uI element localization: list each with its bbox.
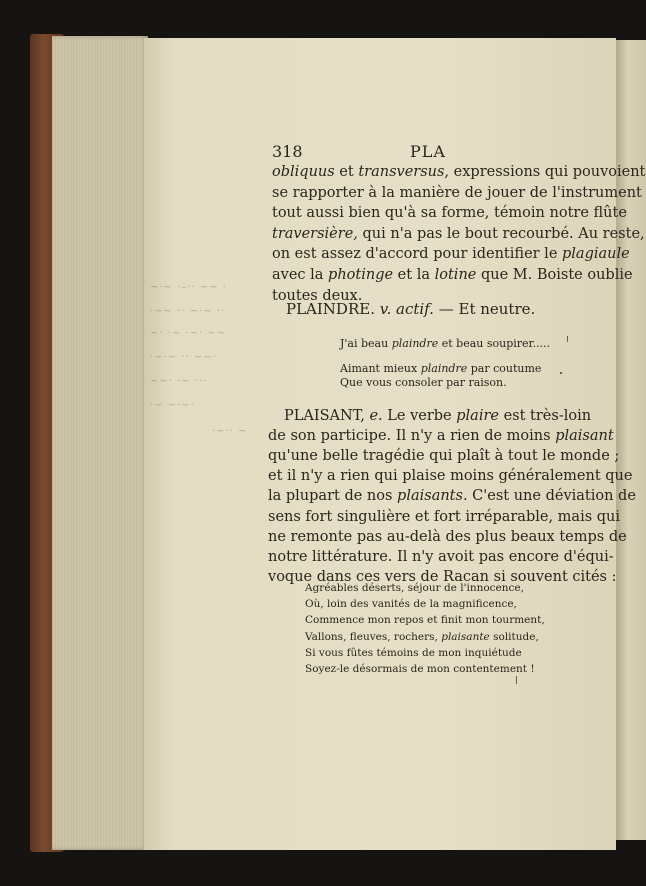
text-run: Où, loin des vanités de la magnificence, [305,598,517,611]
text-line [272,226,645,242]
verse-line [305,663,535,675]
show-through-marks: ·~·~ ·· ~~· [150,352,217,363]
running-head [272,142,446,161]
show-through-marks: ~·~ ·–·· ~~ · [150,282,227,293]
entry-heading-plaindre [286,300,535,318]
margin-mark [560,372,562,374]
verse-line [305,631,539,643]
show-through-marks: ·~·· ~ [212,426,248,437]
verse-line [340,376,507,389]
verse-line [305,582,524,594]
margin-mark [567,336,568,342]
text-run: par coutume [467,362,542,375]
text-run: PLAISANT [284,408,361,424]
italic-word: plagiaule [562,246,630,263]
page-number: 318 [272,142,303,161]
text-run: que M. Boiste oublie [476,267,633,283]
text-line [268,549,614,565]
italic-word: obliquus [272,164,335,180]
text-line [268,509,620,525]
text-run: Si vous fûtes témoins de mon inquiétude [305,646,522,659]
show-through-marks: ·~~ ·· ~·~ ·· [150,306,226,317]
verse-line [305,647,522,659]
text-run: Que vous consoler par raison. [340,376,507,389]
margin-mark [516,676,517,684]
text-run: avec la [272,267,329,283]
verse-line [340,362,541,375]
verse-line [305,598,517,610]
text-line [272,205,627,221]
text-run: et la [393,267,435,283]
text-line [272,185,642,201]
text-run: notre littérature. Il n'y avoit pas encore d'équi- [268,548,614,565]
text-run: qu'une belle tragédie qui plaît à tout le monde ; [268,448,620,465]
text-run: voque dans ces vers de Racan si souvent cités : [268,568,617,585]
text-run: tout aussi bien qu'à sa forme, témoin notre flûte [272,205,627,222]
text-run: expressions qui pouvoient [449,164,646,180]
text-run: ne remonte pas au-delà des plus beaux temps de [268,528,627,545]
grammar-label: v. actif. [379,300,434,318]
italic-word: plaisants. [397,488,468,505]
show-through-marks: ~· ·~ ·~· ~~ [150,328,227,339]
headword: PLAINDRE. [286,300,375,318]
text-line [268,448,619,464]
text-run: sens fort singulière et fort irréparable, mais qui [268,508,621,525]
page-stack-edge [52,36,148,850]
text-line [272,164,645,180]
italic-word: photinge [328,267,394,283]
text-run: qui n'a pas le bout recourbé. Au reste, [357,225,645,242]
text-run: , [360,408,370,424]
text-line [268,488,636,504]
italic-word: plaindre [391,337,439,350]
text-line [268,468,632,484]
show-through-marks: ·~ ~·~· [150,400,195,411]
text-run: et beau soupirer..... [438,337,551,350]
running-title: PLA [410,142,446,161]
text-run: Vallons, fleuves, rochers, [305,630,442,643]
italic-word: plaire [456,408,499,424]
text-run: et [334,164,359,180]
italic-word: lotine [434,267,477,283]
show-through-marks: ~~· ·~ ··· [150,376,208,387]
text-run: solitude, [489,630,539,643]
text-line [272,246,630,262]
text-line [284,408,591,424]
text-run: Agréables déserts, séjour de l'innocence, [305,582,524,594]
text-line [268,529,627,545]
verse-line [340,337,550,350]
text-run: Le verbe [382,408,457,424]
entry-rest: — Et neutre. [433,300,536,318]
italic-word: traversière, [272,225,358,242]
text-run: on est assez d'accord pour identifier le [272,246,563,263]
text-run: C'est une déviation de [467,488,636,505]
text-run: Aimant mieux [340,362,421,375]
text-run: se rapporter à la manière de jouer de l'instrument [272,184,642,201]
italic-word: plaisant [555,428,614,445]
text-line [268,428,614,444]
text-run: est très-loin [498,408,592,424]
italic-word: plaisante [441,630,490,643]
text-line [272,267,633,283]
italic-word: transversus, [358,164,450,180]
text-run: la plupart de nos [268,488,398,505]
text-run: J'ai beau [340,337,392,350]
text-run: Soyez-le désormais de mon contentement ! [305,663,535,675]
italic-word: plaindre [420,362,468,375]
text-run: et il n'y a rien qui plaise moins généralement que [268,468,633,485]
italic-word: e. [369,408,383,424]
text-run: toutes deux. [272,287,363,304]
verse-line [305,614,545,626]
text-run: Commence mon repos et finit mon tourment, [305,614,545,627]
facing-page-edge [616,40,646,840]
text-run: de son participe. Il n'y a rien de moins [268,428,556,445]
